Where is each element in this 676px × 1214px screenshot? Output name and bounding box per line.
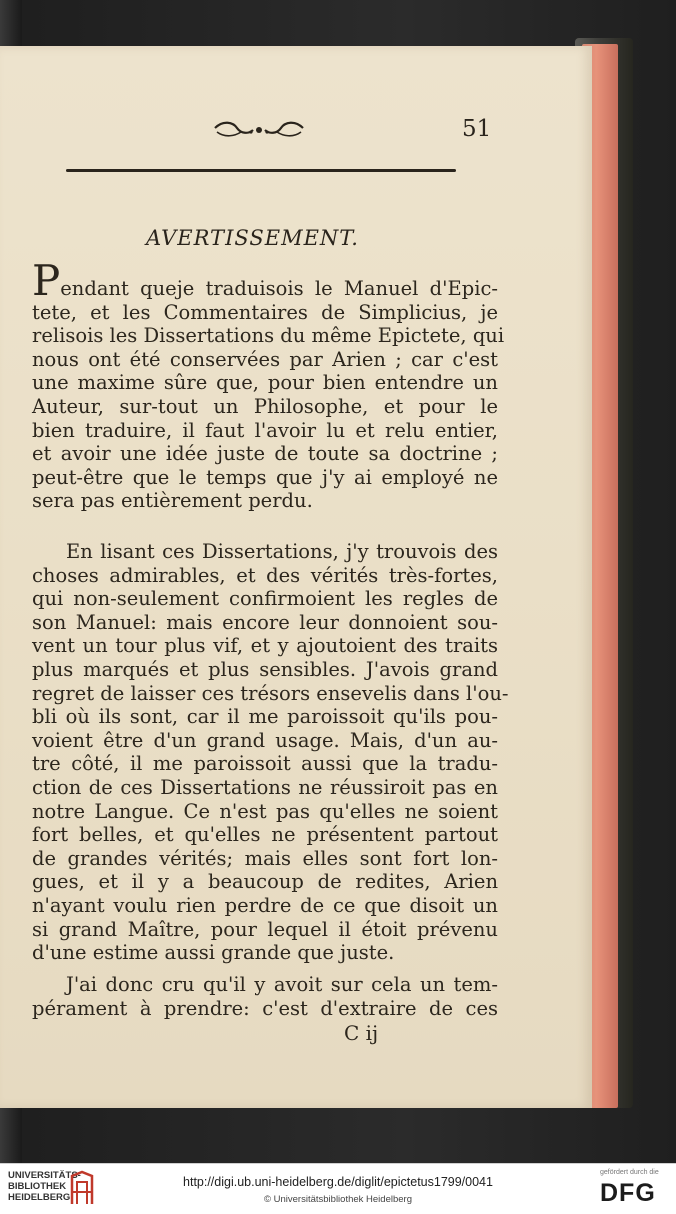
text-line: si grand Maître, pour lequel il étoit prévenu: [32, 917, 498, 941]
text-line: n'ayant voulu rien perdre de ce que disoit un: [32, 893, 498, 917]
text-line: voient être d'un grand usage. Mais, d'un au-: [32, 728, 498, 752]
text-line: plus marqués et plus sensibles. J'avois grand: [32, 657, 498, 681]
text-line: Auteur, sur-tout un Philosophe, et pour le: [32, 394, 498, 418]
page-number: 51: [462, 116, 492, 142]
ornament-icon: [213, 118, 305, 142]
section-heading: AVERTISSEMENT.: [146, 226, 359, 250]
library-logo-text: UNIVERSITÄTS- BIBLIOTHEK HEIDELBERG: [8, 1170, 81, 1203]
source-url-link[interactable]: http://digi.ub.uni-heidelberg.de/diglit/epictetus1799/0041: [183, 1175, 493, 1189]
text-line: une maxime sûre que, pour bien entendre un: [32, 371, 498, 395]
copyright-text: © Universitätsbibliothek Heidelberg: [264, 1194, 412, 1205]
text-line: fort belles, et qu'elles ne présentent partout: [32, 823, 498, 847]
text-line: sera pas entièrement perdu.: [32, 489, 313, 513]
text-line: regret de laisser ces trésors ensevelis dans l'ou-: [32, 681, 509, 705]
signature-mark: C ij: [344, 1021, 379, 1045]
paragraph-1: [32, 256, 505, 513]
text-line: relisois les Dissertations du même Epictete, qui: [32, 324, 505, 348]
footer-bar: [0, 1163, 676, 1214]
text-line: gues, et il y a beaucoup de redites, Arien: [32, 870, 498, 894]
paragraph-2: [32, 540, 509, 965]
text-line: vent un tour plus vif, et y ajoutoient des traits: [32, 634, 498, 658]
text-line: nous ont été conservées par Arien ; car c'est: [32, 347, 498, 371]
text-line: choses admirables, et des vérités très-fortes,: [32, 563, 498, 587]
paragraph-3: [32, 973, 498, 1020]
text-line: Pendant queje traduisois le Manuel d'Epic-: [32, 256, 498, 305]
text-line: J'ai donc cru qu'il y avoit sur cela un tem-: [66, 973, 498, 996]
text-line: son Manuel: mais encore leur donnoient sou-: [32, 610, 498, 634]
text-line: notre Langue. Ce n'est pas qu'elles ne soient: [32, 799, 498, 823]
drop-cap: P: [32, 256, 61, 305]
text-line: En lisant ces Dissertations, j'y trouvois des: [66, 540, 498, 563]
text-line: d'une estime aussi grande que juste.: [32, 941, 395, 965]
dfg-logo: DFG: [600, 1179, 656, 1207]
text-line: bien traduire, il faut l'avoir lu et relu entier,: [32, 418, 498, 442]
text-line: peut-être que le temps que j'y ai employé ne: [32, 465, 498, 489]
text-line: ction de ces Dissertations ne réussiroit pas en: [32, 775, 498, 799]
text-line: et avoir une idée juste de toute sa doctrine ;: [32, 442, 498, 466]
text-line: pérament à prendre: c'est d'extraire de ces: [32, 996, 498, 1020]
text-line: qui non-seulement confirmoient les regles de: [32, 587, 498, 611]
book-page: [0, 46, 592, 1108]
text-line: tre côté, il me paroissoit aussi que la tradu-: [32, 752, 498, 776]
text-line: tete, et les Commentaires de Simplicius, je: [32, 300, 498, 324]
text-line: de grandes vérités; mais elles sont fort lon-: [32, 846, 498, 870]
funded-by-label: gefördert durch die: [600, 1169, 659, 1176]
header-rule: [66, 169, 456, 172]
text-line: bli où ils sont, car il me paroissoit qu'ils pou-: [32, 705, 498, 729]
